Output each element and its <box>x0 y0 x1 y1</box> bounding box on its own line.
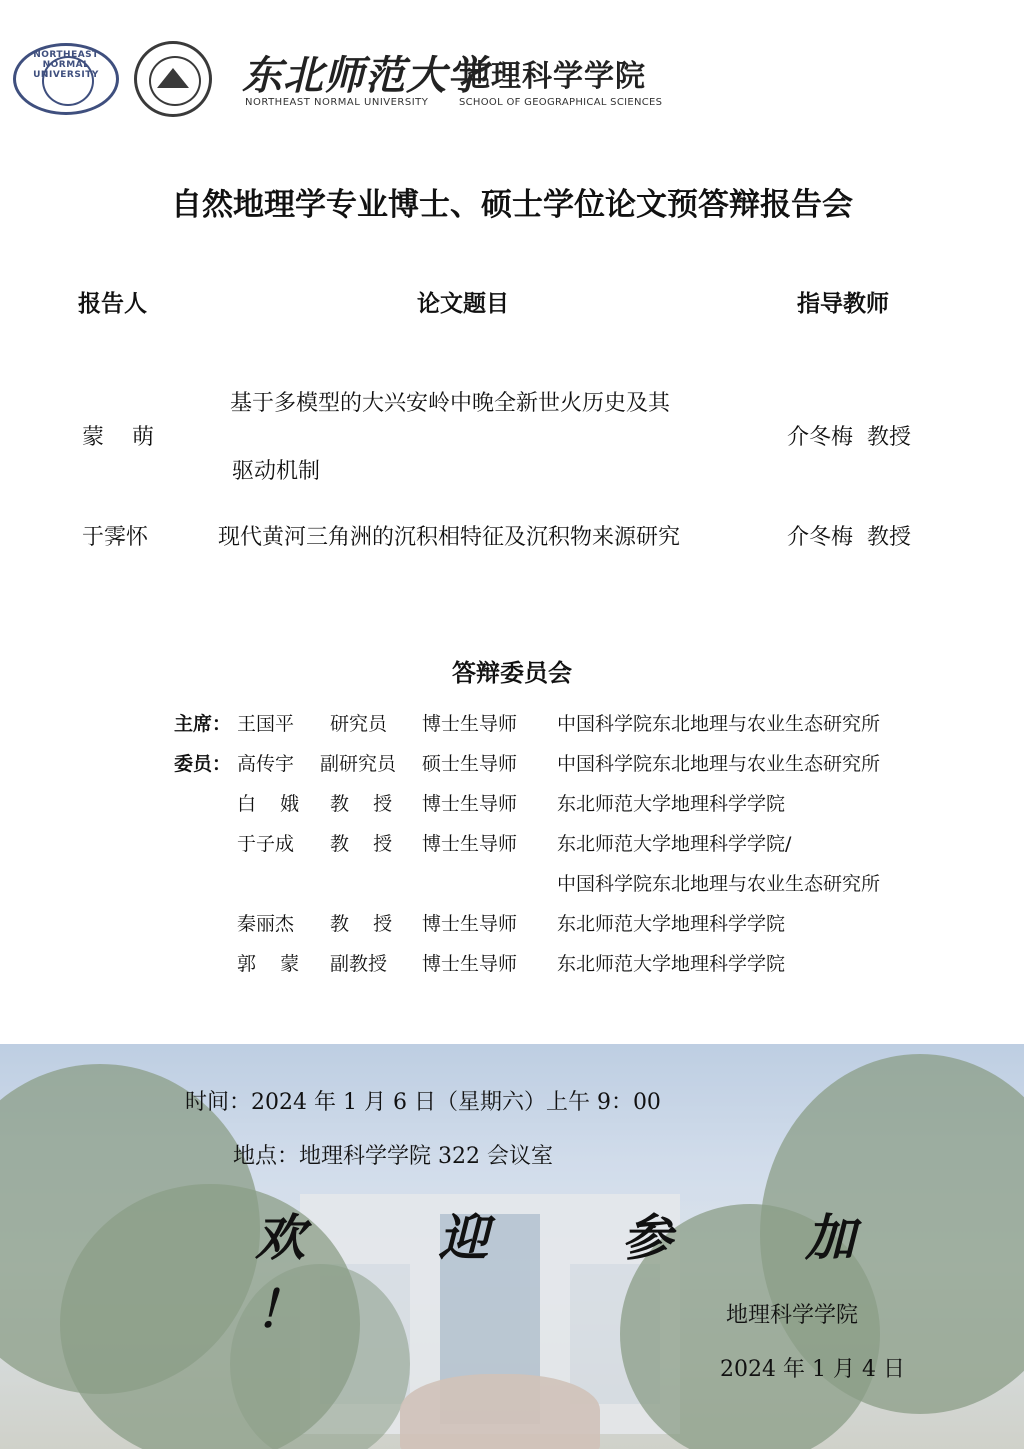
header-thesis-title: 论文题目 <box>417 291 509 317</box>
member-rank: 教 授 <box>330 793 393 815</box>
committee-row <box>0 909 1024 939</box>
member-supervisor: 博士生导师 <box>422 793 518 815</box>
mountain-icon <box>157 68 189 88</box>
row2-reporter: 于霁怀 <box>82 525 149 550</box>
member-name: 王国平 <box>237 713 295 735</box>
member-supervisor: 博士生导师 <box>422 833 518 855</box>
member-rank: 研究员 <box>330 713 388 735</box>
member-name: 于子成 <box>237 833 295 855</box>
member-role: 主席： <box>174 713 232 735</box>
member-supervisor: 博士生导师 <box>422 713 518 735</box>
university-name-en: NORTHEAST NORMAL UNIVERSITY <box>245 97 429 108</box>
member-supervisor: 博士生导师 <box>422 913 518 935</box>
event-time: 时间：2024 年 1 月 6 日（星期六）上午 9：00 <box>185 1090 661 1115</box>
header-reporter: 报告人 <box>78 291 147 317</box>
seal-emblem-icon <box>42 56 94 106</box>
row1-advisor: 介冬梅 教授 <box>787 425 911 450</box>
member-rank: 副教授 <box>330 953 388 975</box>
nenu-seal-logo <box>13 43 119 115</box>
row2-advisor: 介冬梅 教授 <box>787 525 911 550</box>
member-role: 委员： <box>174 753 232 775</box>
committee-row <box>0 949 1024 979</box>
committee-title: 答辩委员会 <box>452 659 572 687</box>
member-name: 高传宇 <box>237 753 295 775</box>
member-name: 秦丽杰 <box>237 913 295 935</box>
member-name: 白 娥 <box>237 793 300 815</box>
page-title: 自然地理学专业博士、硕士学位论文预答辩报告会 <box>171 187 853 223</box>
committee-row <box>0 789 1024 819</box>
row1-title-line1: 基于多模型的大兴安岭中晚全新世火历史及其 <box>230 391 671 416</box>
welcome-text: 欢 迎 参 加 ！ <box>255 1208 894 1339</box>
row2-title: 现代黄河三角洲的沉积相特征及沉积物来源研究 <box>218 525 681 550</box>
school-name-cn: 地理科学学院 <box>460 59 646 94</box>
committee-row <box>0 869 1024 899</box>
member-org: 东北师范大学地理科学学院/ <box>557 833 792 855</box>
university-name-cn: 东北师范大学 <box>242 52 488 99</box>
member-rank: 教 授 <box>330 833 393 855</box>
committee-row <box>0 829 1024 859</box>
footer-organization: 地理科学学院 <box>726 1303 859 1328</box>
row1-reporter: 蒙 萌 <box>82 425 154 450</box>
member-supervisor: 博士生导师 <box>422 953 518 975</box>
committee-row <box>0 709 1024 739</box>
seal-ring-text: NORTHEAST NORMAL UNIVERSITY <box>33 50 99 80</box>
member-rank: 副研究员 <box>320 753 397 775</box>
event-place: 地点：地理科学学院 322 会议室 <box>233 1144 553 1169</box>
school-name-en: SCHOOL OF GEOGRAPHICAL SCIENCES <box>459 97 663 108</box>
member-org: 东北师范大学地理科学学院 <box>557 953 786 975</box>
committee-row <box>0 749 1024 779</box>
member-org: 中国科学院东北地理与农业生态研究所 <box>557 713 881 735</box>
member-org: 东北师范大学地理科学学院 <box>557 793 786 815</box>
member-org: 中国科学院东北地理与农业生态研究所 <box>557 873 881 895</box>
footer-date: 2024 年 1 月 4 日 <box>720 1357 905 1382</box>
member-org: 中国科学院东北地理与农业生态研究所 <box>557 753 881 775</box>
member-name: 郭 蒙 <box>237 953 300 975</box>
member-rank: 教 授 <box>330 913 393 935</box>
row1-title-line2: 驱动机制 <box>232 459 321 484</box>
member-supervisor: 硕士生导师 <box>422 753 518 775</box>
school-seal-logo <box>134 41 212 117</box>
header-advisor: 指导教师 <box>797 291 889 317</box>
member-org: 东北师范大学地理科学学院 <box>557 913 786 935</box>
